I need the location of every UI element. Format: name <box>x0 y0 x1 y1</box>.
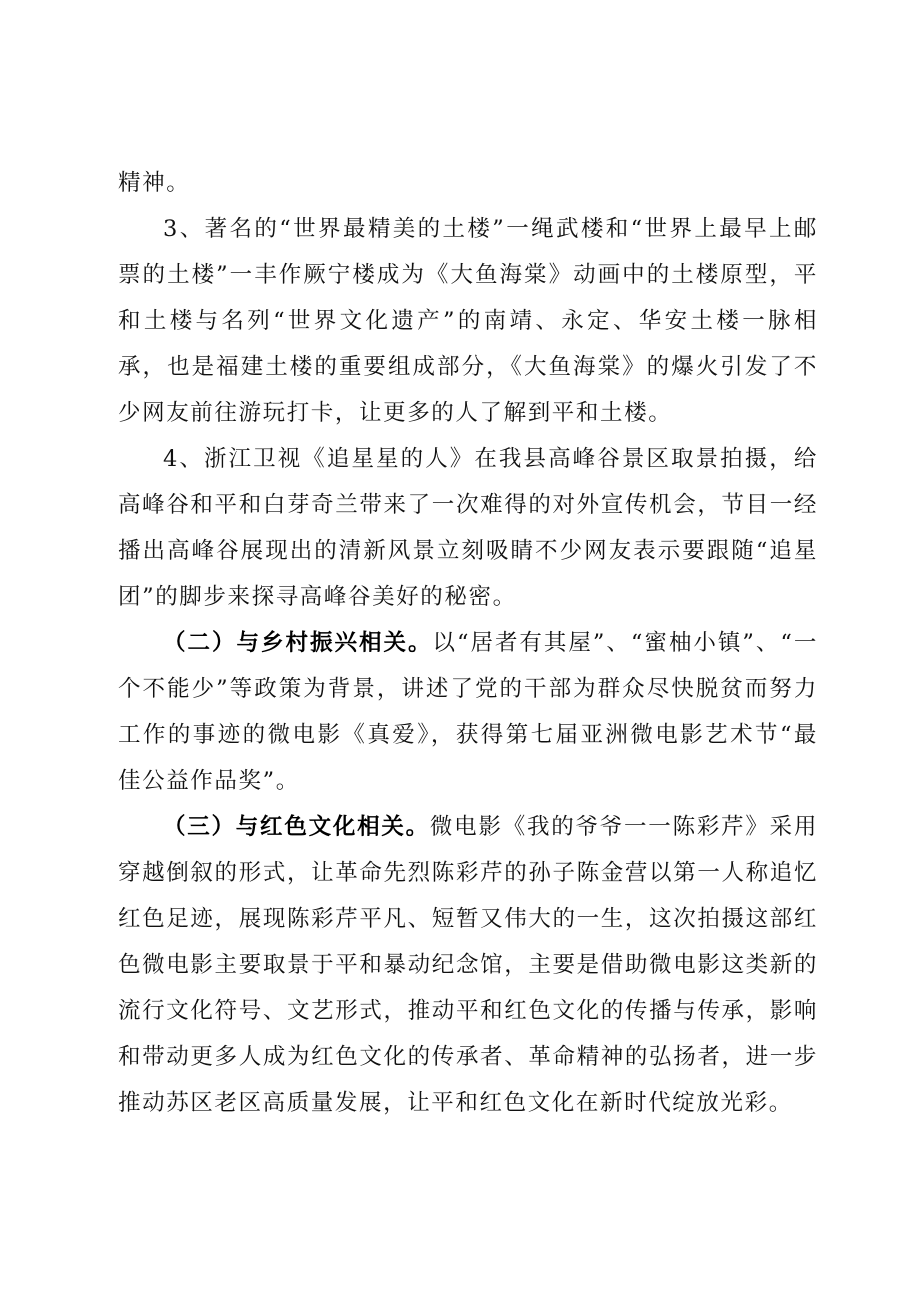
paragraph-text: 微电影《我的爷爷一一陈彩芹》采用穿越倒叙的形式，让革命先烈陈彩芹的孙子陈金营以第一人称追忆红色足迹，展现陈彩芹平凡、短暂又伟大的一生，这次拍摄这部红色微电影主要取景于平和暴动纪念馆，主要是借助微电影这类新的流行文化符号、文艺形式，推动平和红色文化的传播与传承，影响和带动更多人成为红色文化的传承者、革命精神的弘扬者，进一步推动苏区老区高质量发展，让平和红色文化在新时代绽放光彩。 <box>118 814 818 1116</box>
paragraph-item-3 <box>118 206 818 436</box>
paragraph-text: 3、著名的“世界最精美的土楼”一绳武楼和“世界上最早上邮票的土楼”一丰作厥宁楼成为《大鱼海棠》动画中的土楼原型，平和土楼与名列“世界文化遗产”的南靖、永定、华安土楼一脉相承，也是福建土楼的重要组成部分，《大鱼海棠》的爆火引发了不少网友前往游玩打卡，让更多的人了解到平和土楼。 <box>118 216 818 426</box>
paragraph-item-4 <box>118 436 818 620</box>
paragraph-text: 以“居者有其屋”、“蜜柚小镇”、“一个不能少”等政策为背景，讲述了党的干部为群众尽快脱贫而努力工作的事迹的微电影《真爱》，获得第七届亚洲微电影艺术节“最佳公益作品奖”。 <box>118 630 818 794</box>
section-heading: （二）与乡村振兴相关。 <box>163 630 433 656</box>
paragraph-red-culture <box>118 804 818 1126</box>
paragraph-continuation <box>118 160 818 206</box>
paragraph-text: 精神。 <box>118 170 191 196</box>
section-heading: （三）与红色文化相关。 <box>163 814 430 840</box>
paragraph-rural-revitalization <box>118 620 818 804</box>
document-body <box>118 160 818 1126</box>
paragraph-text: 4、浙江卫视《追星星的人》在我县高峰谷景区取景拍摄，给高峰谷和平和白芽奇兰带来了一次难得的对外宣传机会，节目一经播出高峰谷展现出的清新风景立刻吸睛不少网友表示要跟随“追星团”的脚步来探寻高峰谷美好的秘密。 <box>118 446 818 610</box>
